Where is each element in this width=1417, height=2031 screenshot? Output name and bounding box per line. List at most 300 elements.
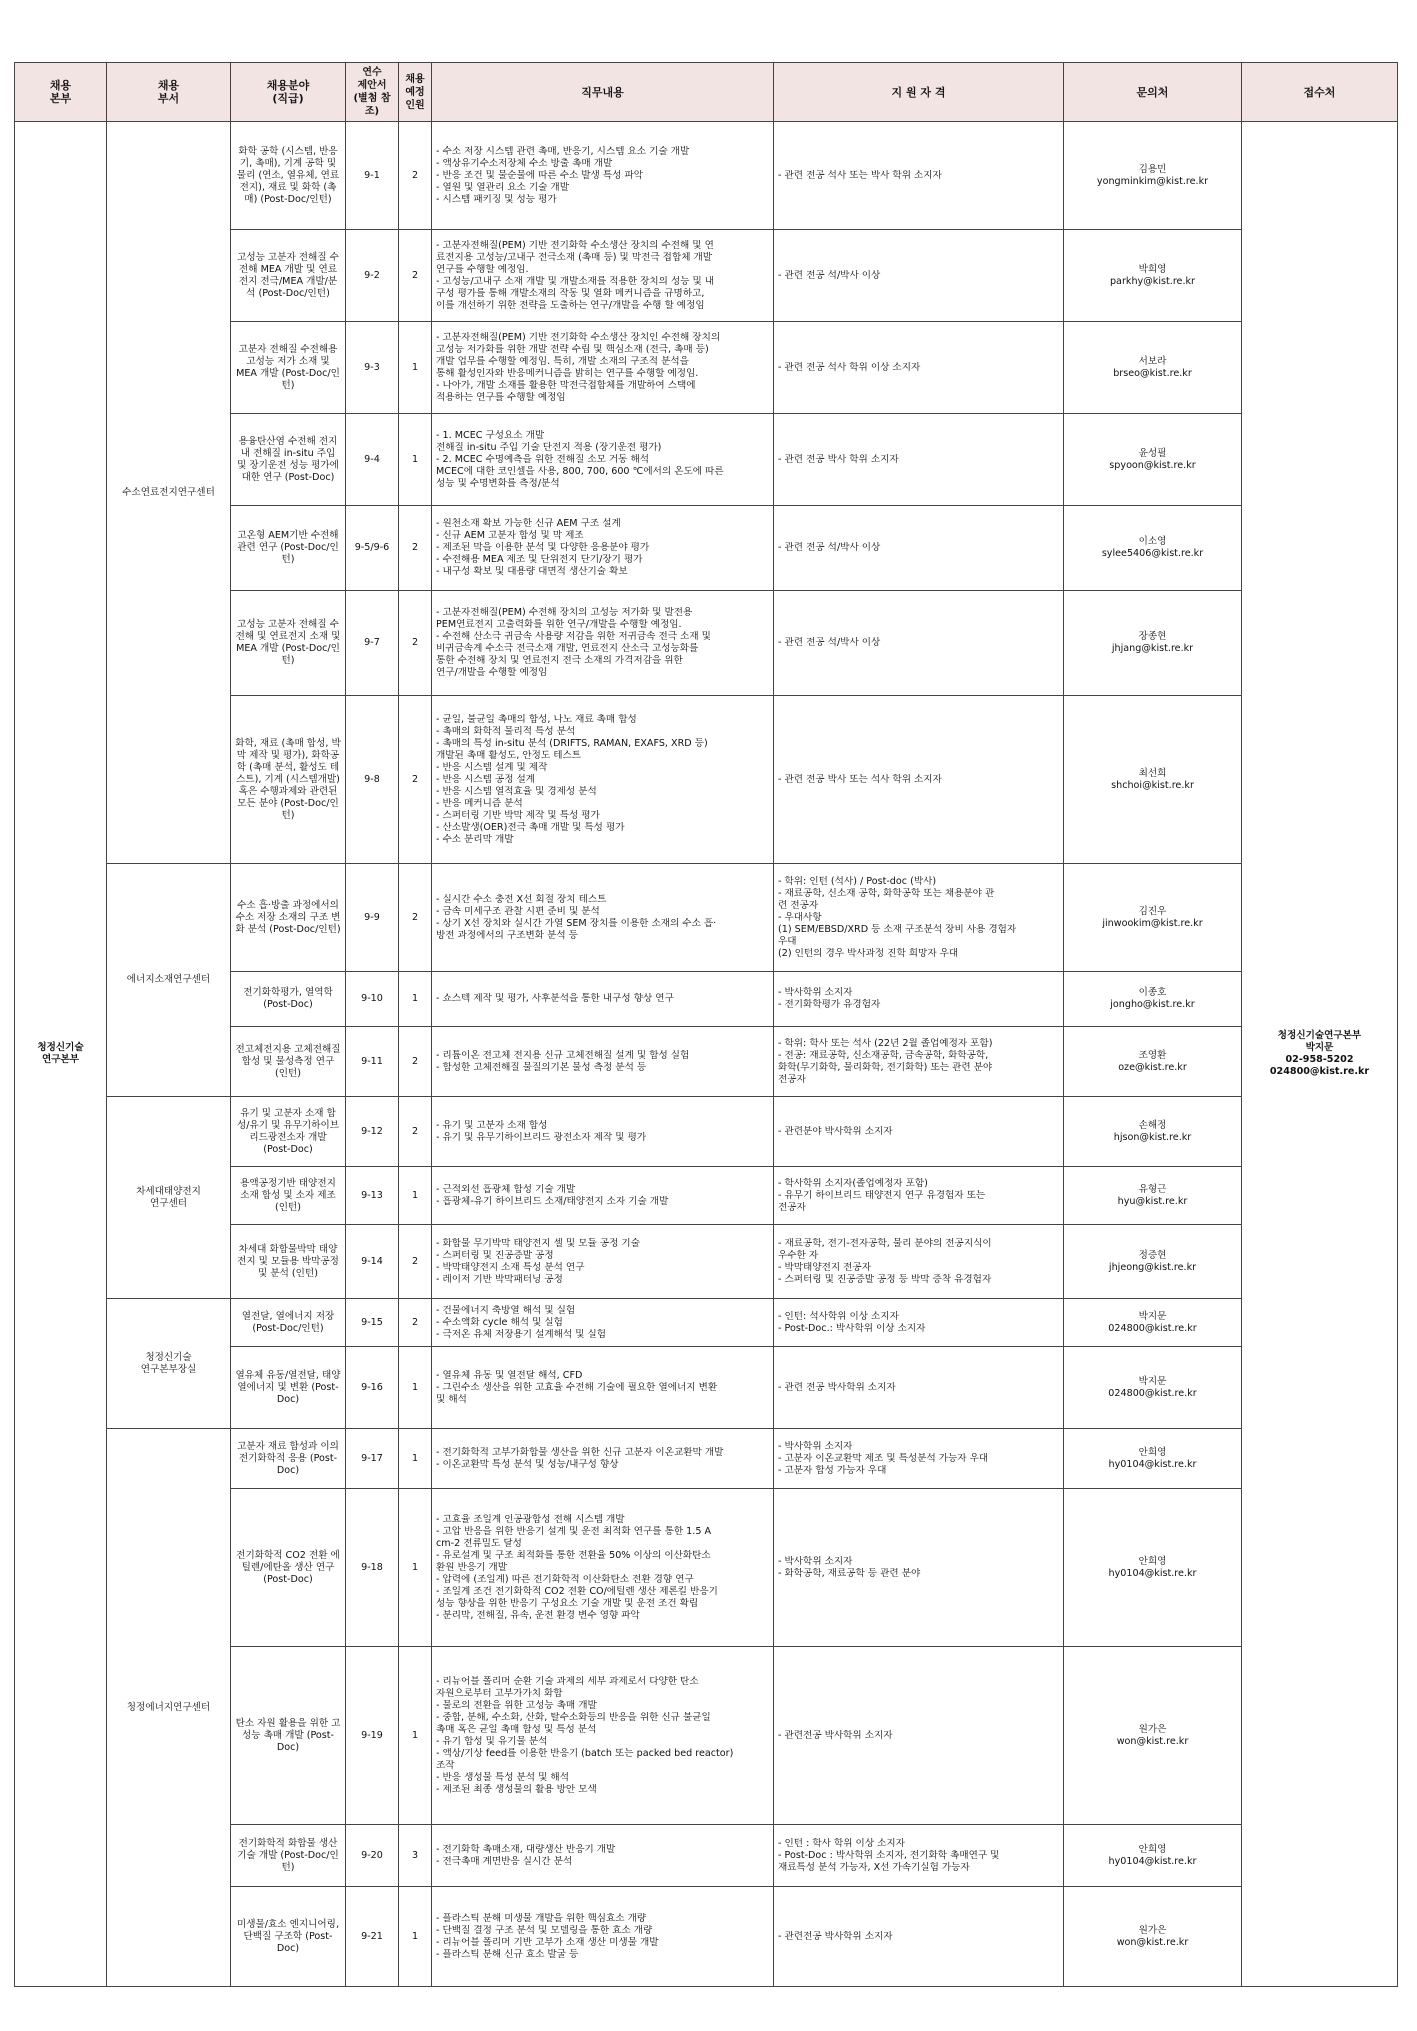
duty-line: - 열유체 유동 및 열전달 해석, CFD <box>436 1369 583 1381</box>
department-name: 에너지소재연구센터 <box>126 974 211 985</box>
qualification-line: - 관련 전공 석사 또는 박사 학위 소지자 <box>778 169 942 181</box>
qualification-line: - 박사학위 소지자 <box>778 1440 853 1452</box>
duty-line: - 신규 AEM 고분자 합성 및 막 제조 <box>436 530 584 541</box>
contact-email[interactable]: hy0104@kist.re.kr <box>1108 1567 1197 1579</box>
duty-line: - 2. MCEC 수명예측을 위한 전해질 소모 거동 해석 <box>436 453 650 465</box>
duty-line: - 수전해 산소극 귀금속 사용량 저감을 위한 저귀금속 전극 소재 및 <box>436 631 711 642</box>
contact-name: 박지문 <box>1138 1310 1167 1322</box>
contact-name: 이종호 <box>1138 987 1167 998</box>
qualification-line: - 관련 전공 석/박사 이상 <box>778 637 881 648</box>
duties-cell <box>432 1225 774 1299</box>
duty-line: - 유로설계 및 구조 최적화를 통한 전환율 50% 이상의 이산화탄소 <box>436 1549 711 1561</box>
table-body <box>15 122 1398 1987</box>
duty-line: 비귀금속계 수소극 전극소재 개발, 연료전지 산소극 고성능화를 <box>436 643 699 654</box>
qualification-cell <box>774 1097 1064 1167</box>
qualification-line: - 재료공학, 신소재 공학, 화학공학 또는 채용분야 관 <box>778 887 995 899</box>
contact-email[interactable]: sylee5406@kist.re.kr <box>1101 548 1204 559</box>
contact-name: 최선희 <box>1138 767 1167 779</box>
receipt-line3: 02-958-5202 <box>1285 1054 1354 1065</box>
field-cell: 고분자 전해질 수전해용 고성능 저가 소재 및 MEA 개발 (Post-Doc/인턴) <box>231 322 346 414</box>
duty-line: - 수소액화 cycle 해석 및 실험 <box>436 1316 563 1328</box>
qualification-line: 전공자 <box>778 1201 806 1213</box>
contact-name: 박희영 <box>1138 263 1167 275</box>
contact-email[interactable]: brseo@kist.re.kr <box>1113 367 1192 379</box>
qualification-line: - 관련분야 박사학위 소지자 <box>778 1125 893 1137</box>
contact-cell <box>1064 1225 1242 1299</box>
duty-line: 료전지용 고성능/고내구 전극소재 (촉매 등) 및 막전극 접합체 개발 <box>436 251 713 263</box>
duty-line: - 화합물 무기박막 태양전지 셀 및 모듈 공정 기술 <box>436 1237 640 1249</box>
duty-line: - 흡광체-유기 하이브리드 소재/태양전지 소자 기술 개발 <box>436 1195 669 1207</box>
proposal-code: 9-4 <box>346 414 399 506</box>
duties-cell <box>432 864 774 972</box>
contact-name: 이소영 <box>1138 536 1167 547</box>
duty-line: - 반응 시스템 공정 설계 <box>436 773 536 785</box>
qualification-line: - 재료공학, 전기-전자공학, 물리 분야의 전공지식이 <box>778 1237 992 1249</box>
duty-line: 구성 평가를 통해 개발소재의 작동 및 열화 메커니즘을 규명하고, <box>436 287 705 299</box>
headcount: 1 <box>399 1887 432 1987</box>
qualification-line: - 관련전공 박사학위 소지자 <box>778 1729 893 1741</box>
contact-email[interactable]: hyu@kist.re.kr <box>1117 1195 1188 1207</box>
duty-line: - 촉매의 특성 in-situ 분석 (DRIFTS, RAMAN, EXAFS, XRD 등) <box>436 737 708 749</box>
contact-name: 유형근 <box>1138 1183 1167 1195</box>
contact-cell <box>1064 1167 1242 1225</box>
duty-line: 성능 및 수명변화를 측정/분석 <box>436 477 560 489</box>
headcount: 2 <box>399 1027 432 1097</box>
contact-email[interactable]: jongho@kist.re.kr <box>1110 999 1195 1010</box>
headcount: 2 <box>399 864 432 972</box>
qualification-cell <box>774 591 1064 696</box>
qualification-cell <box>774 1647 1064 1825</box>
qualification-line: - 학위: 학사 또는 석사 (22년 2월 졸업예정자 포함) <box>778 1037 993 1049</box>
duty-line: - 제조된 최종 생성물의 활용 방안 모색 <box>436 1783 597 1795</box>
duty-line: 성능 향상을 위한 반응기 구성요소 기술 개발 및 운전 조건 확립 <box>436 1597 699 1609</box>
qualification-cell <box>774 1167 1064 1225</box>
qualification-cell <box>774 1825 1064 1887</box>
contact-cell <box>1064 1299 1242 1347</box>
duty-line: - 고압 반응을 위한 반응기 설계 및 운전 최적화 연구를 통한 1.5 A <box>436 1525 712 1537</box>
duty-line: - 반응 시스템 열적효율 및 경제성 분석 <box>436 785 597 797</box>
duties-cell <box>432 230 774 322</box>
contact-cell <box>1064 322 1242 414</box>
contact-email[interactable]: hy0104@kist.re.kr <box>1108 1458 1197 1470</box>
duty-line: 및 해석 <box>436 1393 467 1405</box>
receipt-line2: 박지문 <box>1305 1042 1334 1053</box>
qualification-line: - 관련 전공 박사학위 소지자 <box>778 1381 896 1393</box>
header-contact: 문의처 <box>1064 63 1242 122</box>
duty-line: - 박막태양전지 소재 특성 분석 연구 <box>436 1261 585 1273</box>
field-cell: 수소 흡·방출 과정에서의 수소 저장 소재의 구조 변화 분석 (Post-Doc/인턴) <box>231 864 346 972</box>
contact-email[interactable]: spyoon@kist.re.kr <box>1109 459 1196 471</box>
duty-line: - 수소 분리막 개발 <box>436 833 514 845</box>
duty-line: MCEC에 대한 코인셀을 사용, 800, 700, 600 ℃에서의 온도에 따른 <box>436 465 724 477</box>
proposal-code: 9-3 <box>346 322 399 414</box>
headcount: 2 <box>399 696 432 864</box>
contact-name: 원가은 <box>1138 1924 1167 1936</box>
qualification-line: - 관련전공 박사학위 소지자 <box>778 1930 893 1942</box>
headcount: 1 <box>399 1429 432 1489</box>
qualification-cell <box>774 1225 1064 1299</box>
qualification-line: - 스퍼터링 및 진공증발 공정 등 박막 증착 유경험자 <box>778 1273 992 1285</box>
header-department: 채용 부서 <box>107 63 231 122</box>
proposal-code: 9-17 <box>346 1429 399 1489</box>
duty-line: - 원천소재 확보 가능한 신규 AEM 구조 설계 <box>436 518 621 529</box>
table-row <box>15 1299 1398 1347</box>
qualification-line: - 고분자 이온교환막 제조 및 특성분석 가능자 우대 <box>778 1452 989 1464</box>
qualification-line: - Post-Doc : 박사학위 소지자, 전기화학 촉매연구 및 <box>778 1849 1000 1861</box>
duties-cell <box>432 1347 774 1429</box>
duty-line: - 반응 메커니즘 분석 <box>436 797 523 809</box>
headcount: 1 <box>399 414 432 506</box>
proposal-code: 9-20 <box>346 1825 399 1887</box>
headcount: 2 <box>399 230 432 322</box>
contact-email[interactable]: jhjeong@kist.re.kr <box>1108 1261 1197 1273</box>
qualification-line: - 박사학위 소지자 <box>778 1555 853 1567</box>
headcount: 1 <box>399 1489 432 1647</box>
duties-cell <box>432 1429 774 1489</box>
duty-line: 개발 업무를 수행할 예정임. 특히, 개발 소재의 구조적 분석을 <box>436 355 689 367</box>
proposal-code: 9-7 <box>346 591 399 696</box>
duty-line: - 이온교환막 특성 분석 및 성능/내구성 향상 <box>436 1458 619 1470</box>
headcount: 3 <box>399 1825 432 1887</box>
duty-line: 환원 반응기 개발 <box>436 1561 507 1573</box>
qualification-line: - 우대사항 <box>778 911 822 923</box>
field-cell: 전고체전지용 고체전해질 합성 및 물성측정 연구 (인턴) <box>231 1027 346 1097</box>
department-cell <box>107 1097 231 1299</box>
proposal-code: 9-2 <box>346 230 399 322</box>
qualification-line: - 박막태양전지 전공자 <box>778 1261 871 1273</box>
duty-line: - 금속 미세구조 관찰 시편 준비 및 분석 <box>436 905 600 917</box>
field-cell: 열전달, 열에너지 저장 (Post-Doc/인턴) <box>231 1299 346 1347</box>
contact-cell <box>1064 1489 1242 1647</box>
headcount: 2 <box>399 122 432 230</box>
qualification-line: - 학사학위 소지자(졸업예정자 포함) <box>778 1177 928 1189</box>
proposal-code: 9-9 <box>346 864 399 972</box>
contact-email[interactable]: jinwookim@kist.re.kr <box>1102 917 1203 929</box>
proposal-code: 9-18 <box>346 1489 399 1647</box>
qualification-line: 우수한 자 <box>778 1249 819 1261</box>
contact-name: 박지문 <box>1138 1375 1167 1387</box>
qualification-cell <box>774 1489 1064 1647</box>
division-name: 청정신기술 연구본부 <box>37 1042 84 1065</box>
contact-name: 김용민 <box>1138 163 1167 175</box>
duty-line: - 고성능/고내구 소재 개발 및 개발소재를 적용한 장치의 성능 및 내 <box>436 275 715 287</box>
qualification-cell <box>774 230 1064 322</box>
duty-line: - 스퍼터링 기반 박막 제작 및 특성 평가 <box>436 809 600 821</box>
qualification-line: 재료특성 분석 가능자, X선 가속기실험 가능자 <box>778 1861 970 1873</box>
duties-cell <box>432 1887 774 1987</box>
qualification-line: - 관련 전공 박사 학위 소지자 <box>778 453 899 465</box>
contact-cell <box>1064 1027 1242 1097</box>
contact-email[interactable]: hy0104@kist.re.kr <box>1108 1855 1197 1867</box>
table-header-row <box>15 63 1398 122</box>
header-receipt: 접수처 <box>1242 63 1398 122</box>
contact-cell <box>1064 972 1242 1027</box>
duty-line: - 플라스틱 분해 신규 효소 발굴 등 <box>436 1948 579 1960</box>
recruitment-table-page <box>14 62 1397 1987</box>
duties-cell <box>432 1489 774 1647</box>
field-cell: 미생물/효소 엔지니어링, 단백질 구조학 (Post-Doc) <box>231 1887 346 1987</box>
headcount: 1 <box>399 972 432 1027</box>
qualification-cell <box>774 322 1064 414</box>
duty-line: - 반응 시스템 설계 및 제작 <box>436 761 548 773</box>
contact-email[interactable]: hjson@kist.re.kr <box>1113 1131 1192 1143</box>
duties-cell <box>432 1647 774 1825</box>
field-cell: 전기화학평가, 열역학 (Post-Doc) <box>231 972 346 1027</box>
qualification-cell <box>774 696 1064 864</box>
duty-line: - 분리막, 전해질, 유속, 운전 환경 변수 영향 파악 <box>436 1609 640 1621</box>
duties-cell <box>432 1097 774 1167</box>
duty-line: - 액상유기수소저장체 수소 방출 촉매 개발 <box>436 157 613 169</box>
duty-line: 적용하는 연구를 수행할 예정임 <box>436 391 566 403</box>
contact-name: 안희영 <box>1138 1843 1167 1855</box>
duty-line: - 리튬이온 전고체 전지용 신규 고체전해질 설계 및 합성 실험 <box>436 1049 690 1061</box>
headcount: 1 <box>399 1347 432 1429</box>
contact-name: 안희영 <box>1138 1555 1167 1567</box>
headcount: 2 <box>399 1225 432 1299</box>
header-division: 채용 본부 <box>15 63 107 122</box>
header-proposal: 연수 제안서 (별첨 참조) <box>346 63 399 122</box>
duty-line: - 중합, 분해, 수소화, 산화, 탈수소화등의 반응을 위한 신규 불균일 <box>436 1711 711 1723</box>
proposal-code: 9-16 <box>346 1347 399 1429</box>
qualification-line: 화학(무기화학, 물리화학, 전기화학) 또는 관련 분야 <box>778 1061 993 1073</box>
table-row <box>15 1097 1398 1167</box>
contact-email[interactable]: jhjang@kist.re.kr <box>1111 643 1194 654</box>
contact-email[interactable]: 024800@kist.re.kr <box>1108 1387 1197 1399</box>
duty-line: - 압력에 (조일계) 따른 전기화학적 이산화탄소 전환 경향 연구 <box>436 1573 694 1585</box>
contact-email[interactable]: 024800@kist.re.kr <box>1108 1322 1197 1334</box>
duty-line: 이를 개선하기 위한 전략을 도출하는 연구/개발을 수행 할 예정임 <box>436 299 705 311</box>
contact-cell <box>1064 122 1242 230</box>
contact-email[interactable]: parkhy@kist.re.kr <box>1109 275 1196 287</box>
duty-line: 연구/개발을 수행할 예정임 <box>436 667 548 678</box>
department-name: 청정에너지연구센터 <box>126 1701 211 1713</box>
duty-line: - 근적외선 흡광체 합성 기술 개발 <box>436 1183 576 1195</box>
qualification-line: - 화학공학, 재료공학 등 관련 분야 <box>778 1567 921 1579</box>
contact-cell <box>1064 414 1242 506</box>
contact-name: 원가은 <box>1138 1723 1167 1735</box>
qualification-line: 전공자 <box>778 1073 806 1085</box>
duty-line: - 반응 생성물 특성 분석 및 해석 <box>436 1771 569 1783</box>
duty-line: - 시스템 패키징 및 성능 평가 <box>436 193 557 205</box>
qualification-line: - Post-Doc.: 박사학위 이상 소지자 <box>778 1322 926 1334</box>
receipt-cell <box>1242 122 1398 1987</box>
duty-line: - 유기 및 유무기하이브리드 광전소자 제작 및 평가 <box>436 1131 647 1143</box>
contact-cell <box>1064 1825 1242 1887</box>
duty-line: - 전극촉매 계면반응 실시간 분석 <box>436 1855 573 1867</box>
duty-line: PEM연료전지 고출력화를 위한 연구/개발을 수행할 예정임. <box>436 619 682 630</box>
duties-cell <box>432 696 774 864</box>
duties-cell <box>432 972 774 1027</box>
contact-email[interactable]: oze@kist.re.kr <box>1118 1061 1187 1073</box>
field-cell: 고성능 고분자 전해질 수전해 MEA 개발 및 연료전지 전극/MEA 개발/분석 (Post-Doc/인턴) <box>231 230 346 322</box>
qualification-line: - 관련 전공 석/박사 이상 <box>778 542 881 553</box>
duty-line: cm-2 전류밀도 달성 <box>436 1537 522 1549</box>
duty-line: - 반응 조건 및 물순물에 따른 수소 발생 특성 파악 <box>436 169 643 181</box>
header-qualifications: 지 원 자 격 <box>774 63 1064 122</box>
duty-line: - 실시간 수소 충전 X선 회절 장치 테스트 <box>436 893 607 905</box>
qualification-line: - 인턴: 석사학위 이상 소지자 <box>778 1310 899 1322</box>
field-cell: 고성능 고분자 전해질 수전해 및 연료전지 소재 및 MEA 개발 (Post-Doc/인턴) <box>231 591 346 696</box>
department-cell <box>107 1429 231 1987</box>
receipt-line1: 청정신기술연구본부 <box>1277 1030 1362 1041</box>
duty-line: - 촉매의 화학적 물리적 특성 분석 <box>436 725 576 737</box>
duties-cell <box>432 122 774 230</box>
duty-line: 자원으로부터 고부가가치 화합 <box>436 1687 563 1699</box>
proposal-code: 9-21 <box>346 1887 399 1987</box>
duty-line: - 고효율 조일계 인공광합성 전해 시스템 개발 <box>436 1513 625 1525</box>
qualification-line: - 관련 전공 박사 또는 석사 학위 소지자 <box>778 773 942 785</box>
field-cell: 고분자 재료 합성과 이의 전기화학적 응용 (Post-Doc) <box>231 1429 346 1489</box>
field-cell: 열유체 유동/열전달, 태양열에너지 및 변환 (Post-Doc) <box>231 1347 346 1429</box>
duty-line: - 수전해용 MEA 제조 및 단위전지 단기/장기 평가 <box>436 554 643 565</box>
field-cell: 화학, 재료 (촉매 합성, 박막 제작 및 평가), 화학공학 (촉매 분석, 활성도 테스트), 기계 (시스템개발) 혹은 수행과제와 관련된 모든 분야 (Post-Doc/인턴) <box>231 696 346 864</box>
duty-line: - 상기 X선 장치와 실시간 가열 SEM 장치를 이용한 소재의 수소 흡· <box>436 917 717 929</box>
qualification-line: (1) SEM/EBSD/XRD 등 소재 구조분석 장비 사용 경험자 <box>778 923 1017 935</box>
duties-cell <box>432 591 774 696</box>
proposal-code: 9-10 <box>346 972 399 1027</box>
duties-cell <box>432 1299 774 1347</box>
proposal-code: 9-19 <box>346 1647 399 1825</box>
field-cell: 유기 및 고분자 소재 합성/유기 및 유무기하이브리드광전소자 개발 (Post-Doc) <box>231 1097 346 1167</box>
duty-line: - 리뉴어블 폴리머 순환 기술 과제의 세부 과제로서 다양한 탄소 <box>436 1675 699 1687</box>
headcount: 1 <box>399 1647 432 1825</box>
field-cell: 전기화학적 CO2 전환 에틸렌/에탄올 생산 연구 (Post-Doc) <box>231 1489 346 1647</box>
department-name: 차세대태양전지 연구센터 <box>136 1185 201 1209</box>
qualification-line: - 전기화학평가 유경험자 <box>778 999 881 1010</box>
duty-line: - 플라스틱 분해 미생물 개발을 위한 핵심효소 개량 <box>436 1912 647 1924</box>
duty-line: - 고분자전해질(PEM) 기반 전기화학 수소생산 장치의 수전해 및 연 <box>436 239 714 251</box>
duty-line: 고성능 저가화를 위한 개발 전략 수립 및 핵심소재 (전극, 촉매 등) <box>436 343 709 355</box>
headcount: 2 <box>399 591 432 696</box>
field-cell: 고온형 AEM기반 수전해 관련 연구 (Post-Doc/인턴) <box>231 506 346 591</box>
headcount: 2 <box>399 1097 432 1167</box>
duty-line: - 합성한 고체전해질 물질의기본 물성 측정 분석 등 <box>436 1061 647 1073</box>
duty-line: 개발된 촉매 활성도, 안정도 테스트 <box>436 749 581 761</box>
duty-line: - 쇼스텍 제작 및 평가, 사후분석을 통한 내구성 향상 연구 <box>436 993 674 1004</box>
duty-line: - 균일, 불균일 촉매의 합성, 나노 재료 촉매 합성 <box>436 713 637 725</box>
contact-email[interactable]: won@kist.re.kr <box>1116 1936 1189 1948</box>
contact-email[interactable]: yongminkim@kist.re.kr <box>1096 175 1209 187</box>
headcount: 2 <box>399 1299 432 1347</box>
proposal-code: 9-1 <box>346 122 399 230</box>
duty-line: - 전기화학적 고부가화합물 생산을 위한 신규 고분자 이온교환막 개발 <box>436 1446 724 1458</box>
contact-email[interactable]: shchoi@kist.re.kr <box>1111 779 1194 791</box>
duty-line: - 물로의 전환을 위한 고성능 촉매 개발 <box>436 1699 597 1711</box>
qualification-line: - 학위: 인턴 (석사) / Post-doc (박사) <box>778 875 937 887</box>
qualification-line: - 관련 전공 석사 학위 이상 소지자 <box>778 361 921 373</box>
contact-cell <box>1064 1347 1242 1429</box>
receipt-line4[interactable]: 024800@kist.re.kr <box>1269 1066 1370 1077</box>
qualification-line: - 박사학위 소지자 <box>778 987 853 998</box>
field-cell: 차세대 화합물박막 태양전지 및 모듈용 박막공정 및 분석 (인턴) <box>231 1225 346 1299</box>
duty-line: - 유기 및 고분자 소재 합성 <box>436 1119 548 1131</box>
duty-line: - 그린수소 생산을 위한 고효율 수전해 기술에 필요한 열에너지 변환 <box>436 1381 718 1393</box>
duty-line: - 제조된 막을 이용한 분석 및 다양한 응용분야 평가 <box>436 542 650 553</box>
duty-line: - 단백질 결정 구조 분석 및 모델링을 통한 효소 개량 <box>436 1924 653 1936</box>
contact-cell <box>1064 1429 1242 1489</box>
duty-line: - 1. MCEC 구성요소 개발 <box>436 429 545 441</box>
headcount: 1 <box>399 1167 432 1225</box>
duty-line: 촉매 혹은 균일 촉매 합성 및 특성 분석 <box>436 1723 597 1735</box>
contact-cell <box>1064 1887 1242 1987</box>
headcount: 2 <box>399 506 432 591</box>
contact-name: 정증현 <box>1138 1249 1167 1261</box>
duties-cell <box>432 322 774 414</box>
duty-line: 통해 활성인자와 반응메커니즘을 밝히는 연구를 수행할 예정임. <box>436 367 699 379</box>
qualification-cell <box>774 1429 1064 1489</box>
qualification-cell <box>774 506 1064 591</box>
qualification-cell <box>774 864 1064 972</box>
duty-line: 조작 <box>436 1759 455 1771</box>
duty-line: - 전기화학 촉매소재, 대량생산 반응기 개발 <box>436 1843 616 1855</box>
department-cell <box>107 864 231 1097</box>
table-row <box>15 122 1398 230</box>
qualification-cell <box>774 1347 1064 1429</box>
qualification-cell <box>774 1299 1064 1347</box>
proposal-code: 9-5/9-6 <box>346 506 399 591</box>
field-cell: 용액공정기반 태양전지 소재 합성 및 소자 제조 (인턴) <box>231 1167 346 1225</box>
proposal-code: 9-12 <box>346 1097 399 1167</box>
contact-name: 손해정 <box>1138 1119 1167 1131</box>
duty-line: - 나아가, 개발 소재를 활용한 막전극접합체를 개발하여 스택에 <box>436 379 696 391</box>
duties-cell <box>432 506 774 591</box>
duty-line: - 열원 및 열관리 요소 기술 개발 <box>436 181 569 193</box>
recruitment-table <box>14 62 1398 1987</box>
department-cell <box>107 122 231 864</box>
qualification-line: - 고분자 합성 가능자 우대 <box>778 1464 887 1476</box>
qualification-line: - 전공: 재료공학, 신소재공학, 금속공학, 화학공학, <box>778 1049 989 1061</box>
duty-line: - 수소 저장 시스템 관련 촉매, 반응기, 시스템 요소 기술 개발 <box>436 145 690 157</box>
duties-cell <box>432 414 774 506</box>
qualification-cell <box>774 122 1064 230</box>
qualification-cell <box>774 972 1064 1027</box>
qualification-line: - 인턴 : 학사 학위 이상 소지자 <box>778 1837 905 1849</box>
qualification-line: - 유무기 하이브리드 태양전지 연구 유경험자 또는 <box>778 1189 986 1201</box>
header-field: 채용분야 (직급) <box>231 63 346 122</box>
contact-cell <box>1064 864 1242 972</box>
qualification-line: 련 전공자 <box>778 899 819 911</box>
duty-line: - 건물에너지 축방열 해석 및 실험 <box>436 1304 576 1316</box>
duty-line: - 액상/기상 feed를 이용한 반응기 (batch 또는 packed bed reactor) <box>436 1747 734 1759</box>
duty-line: 통한 수전해 장치 및 연료전지 전극 소재의 가격저감을 위한 <box>436 655 683 666</box>
contact-name: 안희영 <box>1138 1446 1167 1458</box>
table-row <box>15 1429 1398 1489</box>
field-cell: 탄소 자원 활용을 위한 고성능 촉매 개발 (Post-Doc) <box>231 1647 346 1825</box>
duty-line: - 산소발생(OER)전극 촉매 개발 및 특성 평가 <box>436 821 625 833</box>
proposal-code: 9-11 <box>346 1027 399 1097</box>
duty-line: - 레이저 기반 박막패터닝 공정 <box>436 1273 563 1285</box>
duty-line: - 스퍼터링 및 진공증발 공정 <box>436 1249 554 1261</box>
proposal-code: 9-15 <box>346 1299 399 1347</box>
duty-line: - 유기 합성 및 유기물 분석 <box>436 1735 548 1747</box>
contact-cell <box>1064 230 1242 322</box>
field-cell: 용융탄산염 수전해 전지 내 전해질 in-situ 주입 및 장기운전 성능 평가에 대한 연구 (Post-Doc) <box>231 414 346 506</box>
contact-name: 장종현 <box>1138 631 1167 642</box>
duty-line: 방전 과정에서의 구조변화 분석 등 <box>436 929 578 941</box>
proposal-code: 9-8 <box>346 696 399 864</box>
contact-name: 서보라 <box>1138 355 1167 367</box>
qualification-line: (2) 인턴의 경우 박사과정 진학 희망자 우대 <box>778 947 959 959</box>
contact-cell <box>1064 506 1242 591</box>
contact-email[interactable]: won@kist.re.kr <box>1116 1735 1189 1747</box>
qualification-cell <box>774 1887 1064 1987</box>
contact-cell <box>1064 1097 1242 1167</box>
proposal-code: 9-14 <box>346 1225 399 1299</box>
proposal-code: 9-13 <box>346 1167 399 1225</box>
department-name: 수소연료전지연구센터 <box>122 486 215 498</box>
contact-name: 조영환 <box>1138 1049 1167 1061</box>
duty-line: 연구를 수행할 예정임. <box>436 263 529 275</box>
